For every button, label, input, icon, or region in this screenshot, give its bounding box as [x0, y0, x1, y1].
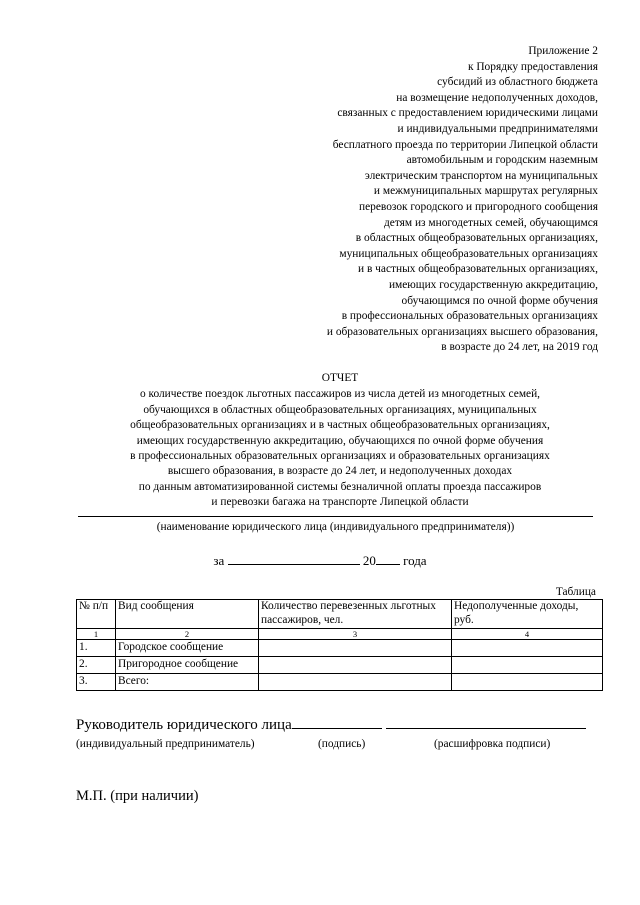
table-label: Таблица — [555, 586, 596, 598]
row-count-cell[interactable] — [259, 674, 452, 691]
row-number: 3. — [77, 674, 116, 691]
appendix-line: и индивидуальными предпринимателями — [397, 122, 598, 135]
row-type: Городское сообщение — [116, 640, 259, 657]
appendix-line: бесплатного проезда по территории Липецкой области — [332, 138, 598, 151]
appendix-header — [218, 44, 598, 356]
table-row — [77, 640, 603, 657]
entity-name-caption: (наименование юридического лица (индивидуального предпринимателя)) — [156, 521, 515, 533]
appendix-line: детям из многодетных семей, обучающимся — [383, 216, 598, 229]
report-subtitle-line: высшего образования, в возрасте до 24 лет, и недополученных доходах — [167, 465, 513, 478]
caption-decode: (расшифровка подписи) — [434, 738, 551, 750]
header-lost-income: Недополученные доходы, руб. — [452, 600, 603, 629]
appendix-line: к Порядку предоставления — [467, 60, 598, 73]
column-number: 2 — [116, 629, 259, 640]
report-subtitle-line: о количестве поездок льготных пассажиров из числа детей из многодетных семей, — [139, 388, 541, 401]
row-income-cell[interactable] — [452, 657, 603, 674]
report-title: ОТЧЕТ — [321, 372, 359, 384]
table-row — [77, 674, 603, 691]
appendix-line: субсидий из областного бюджета — [437, 76, 598, 89]
appendix-line: обучающимся по очной форме обучения — [401, 294, 598, 307]
report-subtitle-line: в профессиональных образовательных организациях и образовательных организациях — [130, 450, 550, 463]
report-subtitle-line: имеющих государственную аккредитацию, обучающихся по очной форме обучения — [136, 434, 544, 447]
header-passenger-count: Количество перевезенных льготных пассажиров, чел. — [259, 600, 452, 629]
appendix-line: в возрасте до 24 лет, на 2019 год — [441, 341, 598, 354]
report-heading — [60, 371, 620, 511]
appendix-line: и межмуниципальных маршрутах регулярных — [373, 185, 598, 198]
column-number-row — [77, 629, 603, 640]
appendix-line: Приложение 2 — [528, 45, 598, 57]
row-type: Всего: — [116, 674, 259, 691]
signature-field[interactable] — [292, 716, 382, 729]
column-number: 3 — [259, 629, 452, 640]
period-year-field[interactable] — [376, 554, 400, 565]
row-type: Пригородное сообщение — [116, 657, 259, 674]
period-suffix: года — [403, 553, 427, 568]
appendix-line: на возмещение недополученных доходов, — [396, 91, 598, 104]
report-subtitle-line: по данным автоматизированной системы безналичной оплаты проезда пассажиров — [138, 480, 542, 493]
report-table — [76, 599, 603, 691]
appendix-line: имеющих государственную аккредитацию, — [388, 278, 598, 291]
caption-sign: (подпись) — [318, 738, 366, 750]
report-subtitle-line: обучающихся в областных общеобразовательных организациях, муниципальных — [143, 403, 537, 416]
column-number: 4 — [452, 629, 603, 640]
column-number: 1 — [77, 629, 116, 640]
entity-name-field[interactable] — [78, 516, 593, 517]
row-number: 2. — [77, 657, 116, 674]
report-subtitle-line: и перевозки багажа на транспорте Липецкой области — [211, 496, 469, 509]
row-count-cell[interactable] — [259, 657, 452, 674]
header-message-type: Вид сообщения — [116, 600, 259, 629]
appendix-line: связанных с предоставлением юридическими лицами — [337, 107, 598, 120]
appendix-line: в профессиональных образовательных организациях — [341, 310, 598, 323]
period-prefix: за — [213, 553, 225, 568]
row-count-cell[interactable] — [259, 640, 452, 657]
appendix-line: автомобильным и городским наземным — [406, 154, 598, 167]
period-blank-field[interactable] — [228, 554, 360, 565]
signature-line — [76, 716, 616, 734]
period-year-prefix: 20 — [362, 553, 376, 568]
table-row — [77, 657, 603, 674]
report-period — [0, 553, 640, 569]
report-subtitle-line: общеобразовательных организациях и в частных общеобразовательных организациях, — [130, 419, 550, 432]
appendix-line: муниципальных общеобразовательных организациях — [339, 247, 598, 260]
appendix-line: и в частных общеобразовательных организациях, — [358, 263, 598, 276]
appendix-line: перевозок городского и пригородного сообщения — [359, 200, 598, 213]
row-number: 1. — [77, 640, 116, 657]
caption-role: (индивидуальный предприниматель) — [76, 738, 255, 750]
appendix-line: в областных общеобразовательных организациях, — [355, 232, 598, 245]
stamp-note: М.П. (при наличии) — [76, 788, 199, 804]
signature-label: Руководитель юридического лица — [76, 717, 292, 733]
row-income-cell[interactable] — [452, 674, 603, 691]
header-number: № п/п — [77, 600, 116, 629]
table-header-row — [77, 600, 603, 629]
appendix-line: электрическим транспортом на муниципальных — [364, 169, 598, 182]
appendix-line: и образовательных организациях высшего образования, — [326, 325, 598, 338]
signature-decode-field[interactable] — [386, 716, 586, 729]
row-income-cell[interactable] — [452, 640, 603, 657]
